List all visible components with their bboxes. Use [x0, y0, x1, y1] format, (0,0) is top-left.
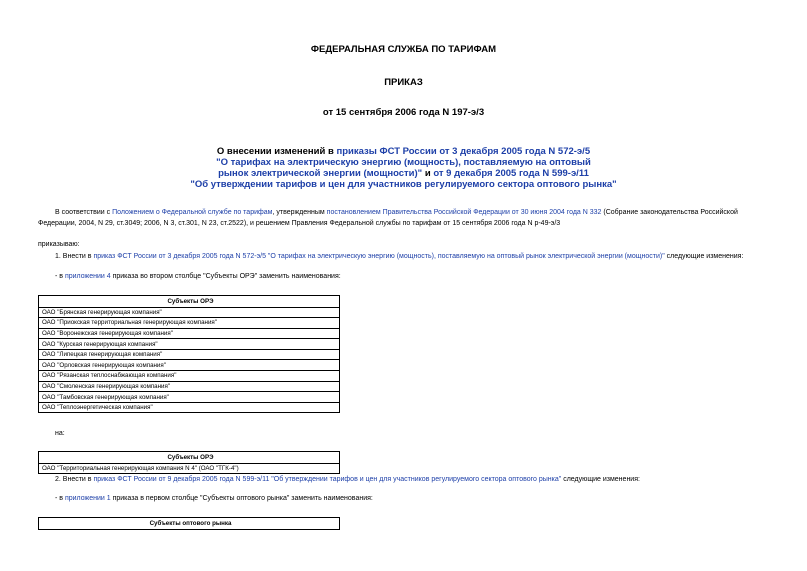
title-link-order-599[interactable]: от 9 декабря 2005 года N 599-э/11 — [433, 168, 589, 179]
table-subjects-new — [38, 451, 340, 474]
link-fst-regulation[interactable]: Положением о Федеральной службе по тарифам — [112, 209, 273, 216]
doc-type-heading: ПРИКАЗ — [384, 77, 423, 88]
doc-title — [0, 146, 807, 190]
table-row: ОАО "Курская генерирующая компания" — [39, 339, 340, 350]
title-line-3: рынок электрической энергии (мощности)" и от 9 декабря 2005 года N 599-э/11 — [218, 168, 589, 179]
replace-with-label: на: — [55, 430, 65, 437]
table-row: ОАО "Тамбовская генерирующая компания" — [39, 392, 340, 403]
table-row: ОАО "Смоленская генерирующая компания" — [39, 381, 340, 392]
table-header: Субъекты оптового рынка — [39, 518, 340, 530]
link-government-decree[interactable]: постановлением Правительства Российской Федерации от 30 июня 2004 года N 332 — [326, 209, 602, 216]
table-row: ОАО "Территориальная генерирующая компания N 4" (ОАО "ТГК-4") — [39, 463, 340, 474]
item-2: 2. Внести в приказ ФСТ России от 9 декабря 2005 года N 599-э/11 "Об утверждении тарифов и цен для участников регулируемого сектора оптового рынка" следующие изменения: — [55, 476, 640, 483]
table-row: ОАО "Брянская генерирующая компания" — [39, 307, 340, 318]
title-link-order-572[interactable]: приказы ФСТ России от 3 декабря 2005 года N 572-э/5 — [336, 146, 591, 157]
intro-line-1: В соответствии с Положением о Федеральной службе по тарифам, утвержденным постановлением Правительства Российской Федерации от 30 июня 2004 года N 332 (Собрание законодательства Российской — [55, 209, 738, 216]
title-line-4 — [0, 179, 807, 190]
table-header: Субъекты ОРЭ — [39, 296, 340, 308]
table-wholesale-subjects — [38, 517, 340, 530]
agency-heading: ФЕДЕРАЛЬНАЯ СЛУЖБА ПО ТАРИФАМ — [310, 44, 497, 55]
item-2-sub: - в приложении 1 приказа в первом столбце "Субъекты оптового рынка" заменить наименования: — [55, 495, 373, 502]
table-row: ОАО "Теплоэнергетическая компания" — [39, 402, 340, 413]
link-appendix-4[interactable]: приложении 4 — [64, 273, 111, 280]
table-row: ОАО "Липецкая генерирующая компания" — [39, 349, 340, 360]
title-line-2 — [0, 157, 807, 168]
title-link-order-572-name[interactable]: "О тарифах на электрическую энергию (мощность), поставляемую на оптовый — [216, 157, 591, 168]
order-word: приказываю: — [38, 241, 80, 248]
doc-date-number: от 15 сентября 2006 года N 197-э/3 — [322, 107, 485, 118]
table-row: ОАО "Воронежская генерирующая компания" — [39, 328, 340, 339]
table-row: ОАО "Приокская территориальная генерирующая компания" — [39, 318, 340, 329]
intro-line-2: Федерации, 2004, N 29, ст.3049; 2006, N 3, ст.301, N 23, ст.2522), и решением Правления Федеральной службы по тарифам от 15 сентября 2006 года N р-49-э/3 — [38, 220, 561, 227]
link-order-572[interactable]: приказ ФСТ России от 3 декабря 2005 года N 572-э/5 "О тарифах на электрическую энергию (мощность), поставляемую на оптовый рынок электрической энергии (мощности)" — [93, 253, 665, 260]
link-order-599[interactable]: приказ ФСТ России от 9 декабря 2005 года N 599-э/11 "Об утверждении тарифов и цен для участников регулируемого сектора оптового рынка" — [93, 476, 562, 483]
title-link-order-572-name-end[interactable]: рынок электрической энергии (мощности)" — [218, 168, 423, 179]
item-1: 1. Внести в приказ ФСТ России от 3 декабря 2005 года N 572-э/5 "О тарифах на электрическую энергию (мощность), поставляемую на оптовый рынок электрической энергии (мощности)" следующие изменения: — [55, 253, 744, 260]
table-row: ОАО "Рязанская теплоснабжающая компания" — [39, 371, 340, 382]
item-1-sub: - в приложении 4 приказа во втором столбце "Субъекты ОРЭ" заменить наименования: — [55, 273, 341, 280]
title-link-order-599-name[interactable]: "Об утверждении тарифов и цен для участников регулируемого сектора оптового рынка" — [190, 179, 617, 190]
title-line-1: О внесении изменений в приказы ФСТ России от 3 декабря 2005 года N 572-э/5 — [216, 146, 591, 157]
link-appendix-1[interactable]: приложении 1 — [64, 495, 111, 502]
table-header: Субъекты ОРЭ — [39, 452, 340, 464]
table-subjects-old — [38, 295, 340, 413]
table-row: ОАО "Орловская генерирующая компания" — [39, 360, 340, 371]
